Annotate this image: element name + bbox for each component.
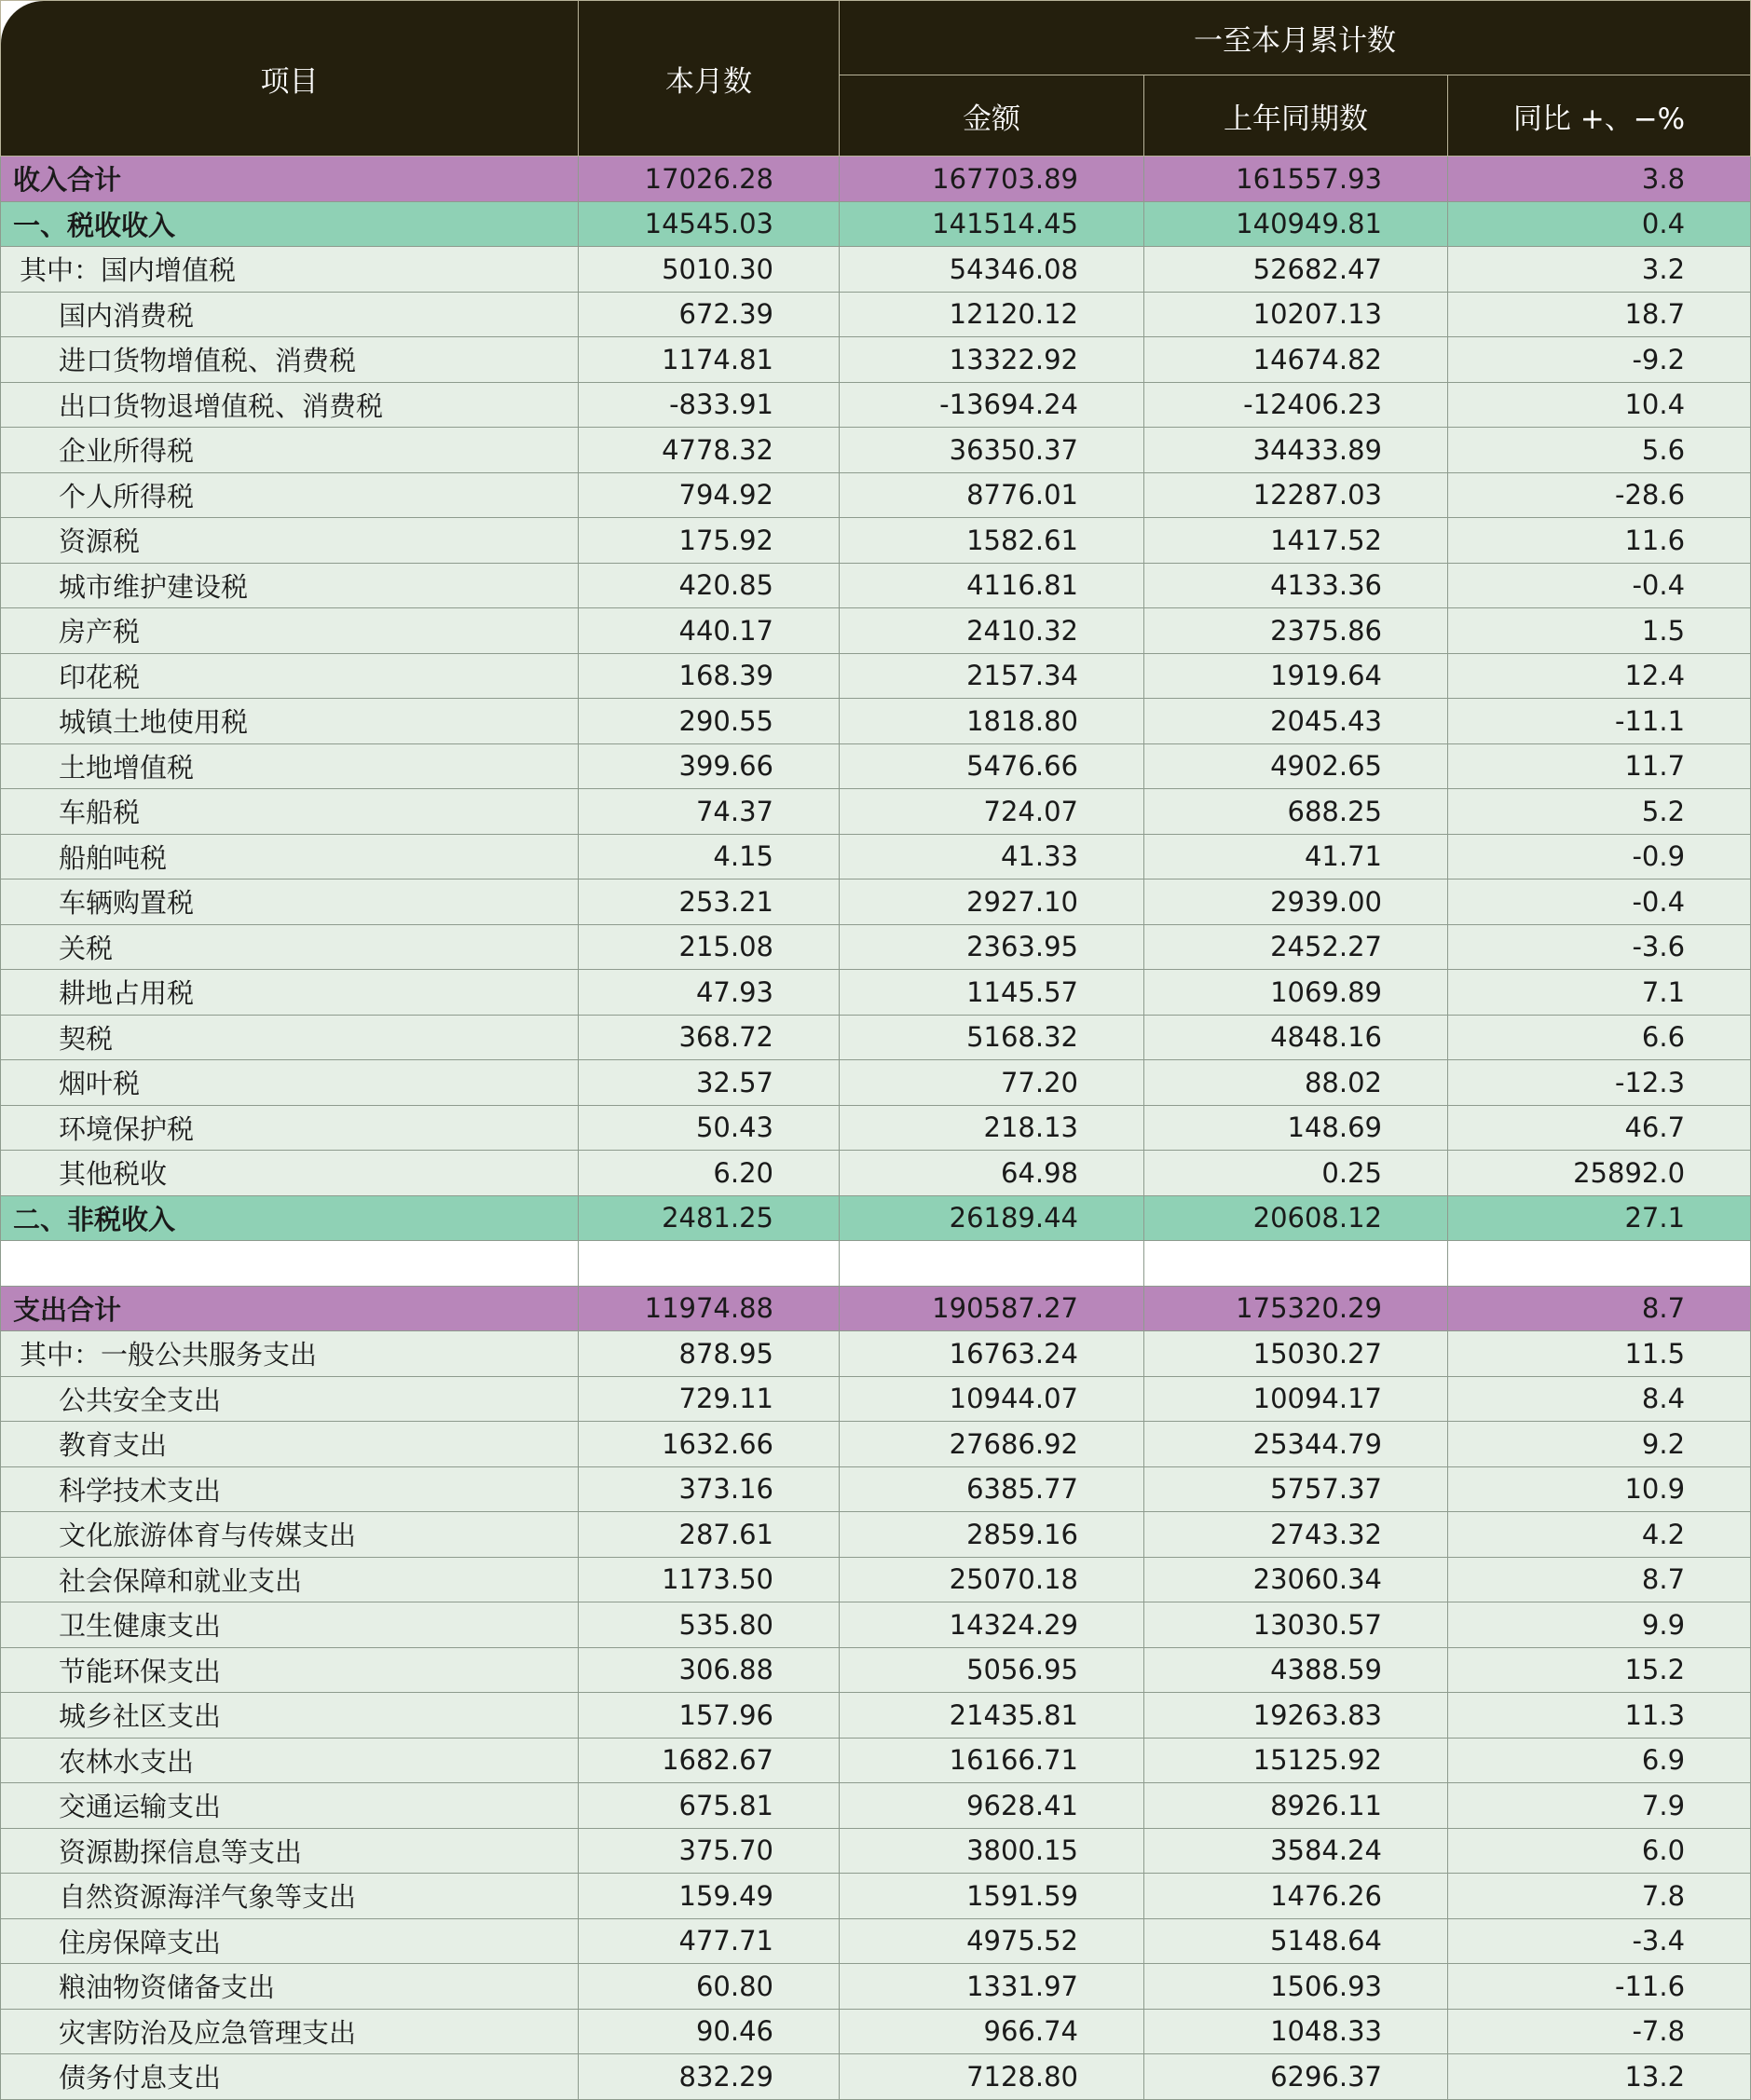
cell-last-year: 2743.32 <box>1144 1512 1448 1558</box>
cell-amount: 8776.01 <box>840 472 1144 518</box>
cell-month: 1682.67 <box>579 1738 840 1783</box>
cell-yoy: 7.8 <box>1448 1874 1751 1919</box>
cell-last-year: 1919.64 <box>1144 653 1448 699</box>
cell-last-year: 41.71 <box>1144 834 1448 880</box>
cell-yoy: -9.2 <box>1448 337 1751 383</box>
cell-month: 535.80 <box>579 1602 840 1648</box>
cell-last-year: 1069.89 <box>1144 970 1448 1016</box>
cell-item: 其中：一般公共服务支出 <box>1 1331 579 1377</box>
cell-yoy: 12.4 <box>1448 653 1751 699</box>
cell-item: 耕地占用税 <box>1 970 579 1016</box>
table-row <box>1 1015 1751 1060</box>
cell-month: 4778.32 <box>579 428 840 473</box>
cell-yoy: -11.6 <box>1448 1964 1751 2010</box>
cell-amount: 2363.95 <box>840 924 1144 970</box>
cell-amount: 1331.97 <box>840 1964 1144 2010</box>
cell-month: 1174.81 <box>579 337 840 383</box>
cell-amount: 6385.77 <box>840 1466 1144 1512</box>
cell-yoy: 7.9 <box>1448 1783 1751 1829</box>
cell-amount: 2859.16 <box>840 1512 1144 1558</box>
cell-month: 306.88 <box>579 1647 840 1693</box>
cell-last-year: 19263.83 <box>1144 1693 1448 1739</box>
table-row <box>1 1422 1751 1467</box>
cell-last-year: 4902.65 <box>1144 743 1448 789</box>
cell-amount: 5168.32 <box>840 1015 1144 1060</box>
table-row <box>1 1918 1751 1964</box>
cell-yoy: -7.8 <box>1448 2009 1751 2054</box>
cell-last-year: 15125.92 <box>1144 1738 1448 1783</box>
table-row <box>1 1602 1751 1648</box>
cell-yoy: -3.6 <box>1448 924 1751 970</box>
cell-yoy: -28.6 <box>1448 472 1751 518</box>
cell-last-year: 175320.29 <box>1144 1286 1448 1331</box>
cell-amount: 4116.81 <box>840 563 1144 608</box>
cell-last-year: 23060.34 <box>1144 1557 1448 1602</box>
cell-month: 1173.50 <box>579 1557 840 1602</box>
cell-last-year: 12287.03 <box>1144 472 1448 518</box>
cell-amount: 724.07 <box>840 789 1144 835</box>
cell-month <box>579 1241 840 1287</box>
cell-amount: 27686.92 <box>840 1422 1144 1467</box>
cell-yoy: -0.4 <box>1448 563 1751 608</box>
cell-month: 373.16 <box>579 1466 840 1512</box>
cell-item: 公共安全支出 <box>1 1376 579 1422</box>
cell-last-year: 1417.52 <box>1144 518 1448 564</box>
cell-last-year: 14674.82 <box>1144 337 1448 383</box>
cell-month: 290.55 <box>579 699 840 744</box>
cell-yoy: -12.3 <box>1448 1060 1751 1106</box>
table-row <box>1 1828 1751 1874</box>
cell-amount: 25070.18 <box>840 1557 1144 1602</box>
cell-last-year <box>1144 1241 1448 1287</box>
cell-item: 出口货物退增值税、消费税 <box>1 382 579 428</box>
cell-yoy <box>1448 1241 1751 1287</box>
cell-month: 90.46 <box>579 2009 840 2054</box>
cell-month: 14545.03 <box>579 201 840 247</box>
table-row <box>1 653 1751 699</box>
cell-item: 文化旅游体育与传媒支出 <box>1 1512 579 1558</box>
cell-last-year: 0.25 <box>1144 1151 1448 1196</box>
cell-month: 4.15 <box>579 834 840 880</box>
table-row <box>1 1647 1751 1693</box>
cell-month: 675.81 <box>579 1783 840 1829</box>
table-row <box>1 563 1751 608</box>
cell-item: 自然资源海洋气象等支出 <box>1 1874 579 1919</box>
cell-amount: 190587.27 <box>840 1286 1144 1331</box>
header-yoy: 同比 +、−% <box>1448 75 1751 157</box>
cell-item: 支出合计 <box>1 1286 579 1331</box>
table-header <box>1 1 1751 157</box>
cell-item: 债务付息支出 <box>1 2054 579 2100</box>
cell-amount: 26189.44 <box>840 1195 1144 1241</box>
cell-yoy: 3.8 <box>1448 157 1751 202</box>
cell-yoy: 0.4 <box>1448 201 1751 247</box>
table-row <box>1 472 1751 518</box>
cell-amount: 21435.81 <box>840 1693 1144 1739</box>
cell-item <box>1 1241 579 1287</box>
table-row <box>1 1466 1751 1512</box>
cell-month: 399.66 <box>579 743 840 789</box>
cell-last-year: 34433.89 <box>1144 428 1448 473</box>
cell-item: 车船税 <box>1 789 579 835</box>
cell-last-year: 148.69 <box>1144 1105 1448 1151</box>
cell-last-year: 1506.93 <box>1144 1964 1448 2010</box>
cell-item: 资源勘探信息等支出 <box>1 1828 579 1874</box>
table-row <box>1 1105 1751 1151</box>
cell-yoy: 9.9 <box>1448 1602 1751 1648</box>
cell-yoy: 6.0 <box>1448 1828 1751 1874</box>
table-row <box>1 2009 1751 2054</box>
cell-item: 印花税 <box>1 653 579 699</box>
cell-yoy: 10.9 <box>1448 1466 1751 1512</box>
cell-amount: 966.74 <box>840 2009 1144 2054</box>
cell-amount: 41.33 <box>840 834 1144 880</box>
cell-item: 社会保障和就业支出 <box>1 1557 579 1602</box>
cell-month: 878.95 <box>579 1331 840 1377</box>
cell-amount: 2157.34 <box>840 653 1144 699</box>
cell-amount: 141514.45 <box>840 201 1144 247</box>
cell-yoy: -0.4 <box>1448 880 1751 925</box>
cell-item: 节能环保支出 <box>1 1647 579 1693</box>
cell-month: 287.61 <box>579 1512 840 1558</box>
cell-item: 一、税收收入 <box>1 201 579 247</box>
cell-item: 关税 <box>1 924 579 970</box>
cell-last-year: 20608.12 <box>1144 1195 1448 1241</box>
cell-yoy: 27.1 <box>1448 1195 1751 1241</box>
cell-last-year: 3584.24 <box>1144 1828 1448 1874</box>
cell-amount: 16166.71 <box>840 1738 1144 1783</box>
cell-last-year: 161557.93 <box>1144 157 1448 202</box>
cell-yoy: -3.4 <box>1448 1918 1751 1964</box>
table-row <box>1 834 1751 880</box>
cell-month: -833.91 <box>579 382 840 428</box>
cell-month: 168.39 <box>579 653 840 699</box>
cell-yoy: 4.2 <box>1448 1512 1751 1558</box>
cell-amount: 1145.57 <box>840 970 1144 1016</box>
table-row <box>1 201 1751 247</box>
cell-month: 60.80 <box>579 1964 840 2010</box>
cell-yoy: 8.7 <box>1448 1286 1751 1331</box>
cell-amount: 36350.37 <box>840 428 1144 473</box>
cell-yoy: 1.5 <box>1448 608 1751 654</box>
cell-month: 50.43 <box>579 1105 840 1151</box>
table-row <box>1 337 1751 383</box>
cell-item: 二、非税收入 <box>1 1195 579 1241</box>
cell-last-year: 2452.27 <box>1144 924 1448 970</box>
cell-last-year: 1476.26 <box>1144 1874 1448 1919</box>
cell-yoy: 11.5 <box>1448 1331 1751 1377</box>
cell-amount: 7128.80 <box>840 2054 1144 2100</box>
cell-last-year: -12406.23 <box>1144 382 1448 428</box>
cell-yoy: 10.4 <box>1448 382 1751 428</box>
table-row <box>1 247 1751 293</box>
cell-month: 159.49 <box>579 1874 840 1919</box>
cell-item: 环境保护税 <box>1 1105 579 1151</box>
table-row <box>1 1557 1751 1602</box>
cell-item: 土地增值税 <box>1 743 579 789</box>
cell-month: 672.39 <box>579 292 840 337</box>
cell-amount: 3800.15 <box>840 1828 1144 1874</box>
cell-last-year: 15030.27 <box>1144 1331 1448 1377</box>
cell-yoy: 11.6 <box>1448 518 1751 564</box>
cell-yoy: 8.7 <box>1448 1557 1751 1602</box>
cell-last-year: 10207.13 <box>1144 292 1448 337</box>
cell-yoy: 5.6 <box>1448 428 1751 473</box>
table-row <box>1 880 1751 925</box>
cell-yoy: -0.9 <box>1448 834 1751 880</box>
cell-item: 车辆购置税 <box>1 880 579 925</box>
cell-amount: 1591.59 <box>840 1874 1144 1919</box>
table-row <box>1 292 1751 337</box>
cell-item: 卫生健康支出 <box>1 1602 579 1648</box>
cell-month: 729.11 <box>579 1376 840 1422</box>
cell-item: 农林水支出 <box>1 1738 579 1783</box>
cell-yoy: 13.2 <box>1448 2054 1751 2100</box>
spacer-row <box>1 1241 1751 1287</box>
header-month: 本月数 <box>579 1 840 157</box>
cell-item: 住房保障支出 <box>1 1918 579 1964</box>
cell-yoy: 15.2 <box>1448 1647 1751 1693</box>
cell-last-year: 10094.17 <box>1144 1376 1448 1422</box>
cell-amount: 5476.66 <box>840 743 1144 789</box>
cell-month: 368.72 <box>579 1015 840 1060</box>
cell-amount: 64.98 <box>840 1151 1144 1196</box>
cell-yoy: 7.1 <box>1448 970 1751 1016</box>
table-row <box>1 382 1751 428</box>
cell-month: 157.96 <box>579 1693 840 1739</box>
cell-month: 477.71 <box>579 1918 840 1964</box>
cell-last-year: 13030.57 <box>1144 1602 1448 1648</box>
cell-yoy: 11.7 <box>1448 743 1751 789</box>
table-row <box>1 1195 1751 1241</box>
table-body <box>1 157 1751 2100</box>
cell-yoy: 3.2 <box>1448 247 1751 293</box>
cell-amount: 54346.08 <box>840 247 1144 293</box>
table-row <box>1 157 1751 202</box>
table-row <box>1 608 1751 654</box>
table-row <box>1 1874 1751 1919</box>
cell-last-year: 2375.86 <box>1144 608 1448 654</box>
cell-amount: 1818.80 <box>840 699 1144 744</box>
table-row <box>1 1151 1751 1196</box>
cell-amount: 13322.92 <box>840 337 1144 383</box>
cell-month: 6.20 <box>579 1151 840 1196</box>
cell-last-year: 25344.79 <box>1144 1422 1448 1467</box>
table-row <box>1 743 1751 789</box>
cell-amount: 77.20 <box>840 1060 1144 1106</box>
cell-amount: 2410.32 <box>840 608 1144 654</box>
cell-item: 其中：国内增值税 <box>1 247 579 293</box>
cell-last-year: 1048.33 <box>1144 2009 1448 2054</box>
table-row <box>1 1693 1751 1739</box>
cell-last-year: 688.25 <box>1144 789 1448 835</box>
cell-month: 74.37 <box>579 789 840 835</box>
table-row <box>1 1331 1751 1377</box>
cell-item: 灾害防治及应急管理支出 <box>1 2009 579 2054</box>
cell-yoy: 8.4 <box>1448 1376 1751 1422</box>
cell-item: 契税 <box>1 1015 579 1060</box>
cell-month: 253.21 <box>579 880 840 925</box>
cell-yoy: 6.6 <box>1448 1015 1751 1060</box>
cell-amount: 14324.29 <box>840 1602 1144 1648</box>
cell-item: 房产税 <box>1 608 579 654</box>
cell-month: 175.92 <box>579 518 840 564</box>
cell-month: 11974.88 <box>579 1286 840 1331</box>
table-row <box>1 1512 1751 1558</box>
cell-yoy: 6.9 <box>1448 1738 1751 1783</box>
cell-yoy: -11.1 <box>1448 699 1751 744</box>
header-item: 项目 <box>1 1 579 157</box>
cell-last-year: 4388.59 <box>1144 1647 1448 1693</box>
cell-item: 科学技术支出 <box>1 1466 579 1512</box>
cell-amount: 9628.41 <box>840 1783 1144 1829</box>
header-amount: 金额 <box>840 75 1144 157</box>
header-cumulative: 一至本月累计数 <box>840 1 1751 75</box>
cell-last-year: 5148.64 <box>1144 1918 1448 1964</box>
cell-last-year: 8926.11 <box>1144 1783 1448 1829</box>
cell-month: 5010.30 <box>579 247 840 293</box>
cell-item: 粮油物资储备支出 <box>1 1964 579 2010</box>
cell-amount: 12120.12 <box>840 292 1144 337</box>
cell-amount: 2927.10 <box>840 880 1144 925</box>
cell-amount: 167703.89 <box>840 157 1144 202</box>
cell-amount: 16763.24 <box>840 1331 1144 1377</box>
table-row <box>1 1060 1751 1106</box>
cell-month: 440.17 <box>579 608 840 654</box>
cell-month: 47.93 <box>579 970 840 1016</box>
cell-yoy: 18.7 <box>1448 292 1751 337</box>
cell-last-year: 52682.47 <box>1144 247 1448 293</box>
cell-yoy: 11.3 <box>1448 1693 1751 1739</box>
cell-month: 420.85 <box>579 563 840 608</box>
cell-yoy: 46.7 <box>1448 1105 1751 1151</box>
cell-month: 1632.66 <box>579 1422 840 1467</box>
cell-month: 832.29 <box>579 2054 840 2100</box>
cell-amount: 4975.52 <box>840 1918 1144 1964</box>
table-row <box>1 1376 1751 1422</box>
cell-item: 进口货物增值税、消费税 <box>1 337 579 383</box>
cell-last-year: 4133.36 <box>1144 563 1448 608</box>
cell-yoy: 5.2 <box>1448 789 1751 835</box>
cell-item: 其他税收 <box>1 1151 579 1196</box>
cell-amount <box>840 1241 1144 1287</box>
table-row <box>1 1738 1751 1783</box>
table-row <box>1 1964 1751 2010</box>
table-row <box>1 428 1751 473</box>
cell-amount: -13694.24 <box>840 382 1144 428</box>
cell-item: 烟叶税 <box>1 1060 579 1106</box>
cell-item: 船舶吨税 <box>1 834 579 880</box>
cell-month: 375.70 <box>579 1828 840 1874</box>
cell-item: 城镇土地使用税 <box>1 699 579 744</box>
cell-amount: 10944.07 <box>840 1376 1144 1422</box>
cell-item: 收入合计 <box>1 157 579 202</box>
cell-month: 794.92 <box>579 472 840 518</box>
header-last-year: 上年同期数 <box>1144 75 1448 157</box>
cell-last-year: 2939.00 <box>1144 880 1448 925</box>
cell-amount: 218.13 <box>840 1105 1144 1151</box>
cell-item: 交通运输支出 <box>1 1783 579 1829</box>
table-row <box>1 1783 1751 1829</box>
cell-last-year: 5757.37 <box>1144 1466 1448 1512</box>
cell-item: 资源税 <box>1 518 579 564</box>
cell-month: 215.08 <box>579 924 840 970</box>
table-row <box>1 924 1751 970</box>
cell-amount: 1582.61 <box>840 518 1144 564</box>
cell-last-year: 4848.16 <box>1144 1015 1448 1060</box>
table-row <box>1 518 1751 564</box>
cell-item: 企业所得税 <box>1 428 579 473</box>
cell-item: 国内消费税 <box>1 292 579 337</box>
cell-yoy: 9.2 <box>1448 1422 1751 1467</box>
cell-month: 32.57 <box>579 1060 840 1106</box>
cell-yoy: 25892.0 <box>1448 1151 1751 1196</box>
table-row <box>1 970 1751 1016</box>
cell-amount: 5056.95 <box>840 1647 1144 1693</box>
table-row <box>1 2054 1751 2100</box>
table-row <box>1 699 1751 744</box>
cell-last-year: 88.02 <box>1144 1060 1448 1106</box>
cell-item: 个人所得税 <box>1 472 579 518</box>
table-row <box>1 789 1751 835</box>
cell-item: 教育支出 <box>1 1422 579 1467</box>
cell-item: 城市维护建设税 <box>1 563 579 608</box>
cell-last-year: 6296.37 <box>1144 2054 1448 2100</box>
table-row <box>1 1286 1751 1331</box>
cell-item: 城乡社区支出 <box>1 1693 579 1739</box>
cell-month: 17026.28 <box>579 157 840 202</box>
cell-last-year: 140949.81 <box>1144 201 1448 247</box>
cell-month: 2481.25 <box>579 1195 840 1241</box>
cell-last-year: 2045.43 <box>1144 699 1448 744</box>
